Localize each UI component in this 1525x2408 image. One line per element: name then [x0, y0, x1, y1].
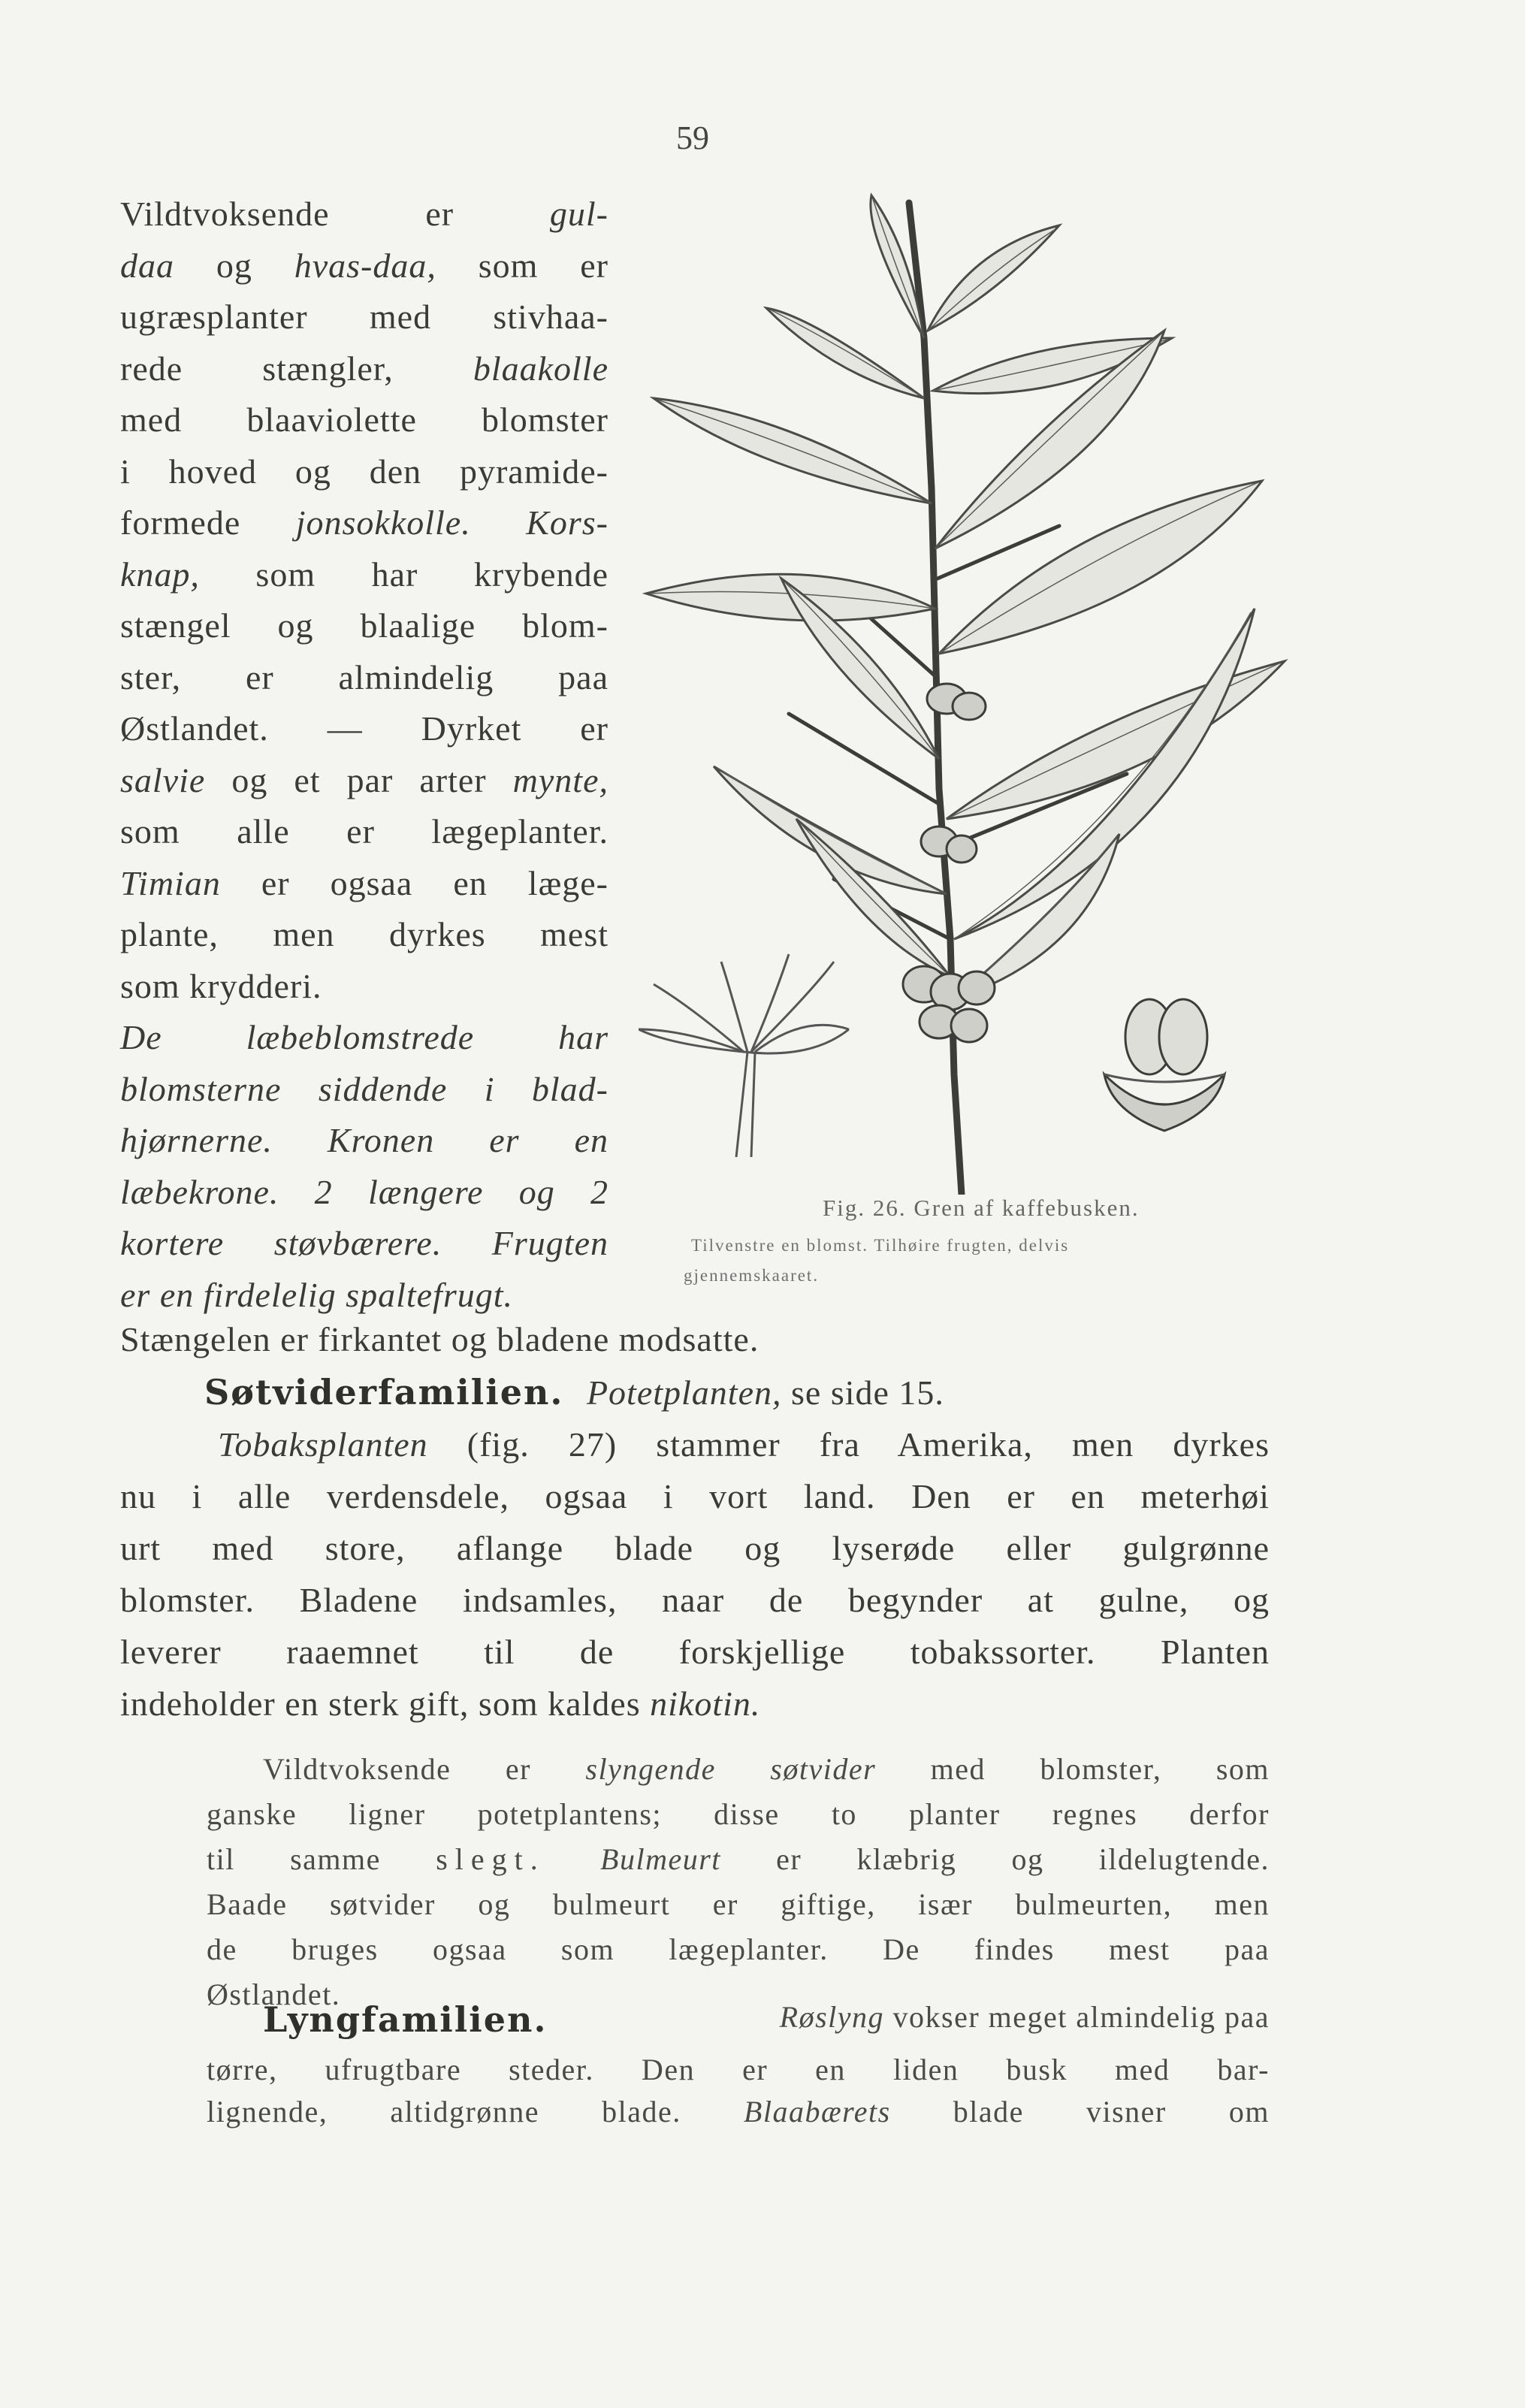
column-line: er en firdelelig spaltefrugt.: [120, 1276, 514, 1314]
section-heading-lyngfamilien: Lyngfamilien.: [263, 1999, 548, 2040]
column-line: ster, er almindelig paa: [120, 658, 608, 696]
column-line: ugræsplanter med stivhaa-: [120, 298, 608, 336]
section-heading-line: [204, 1372, 944, 1412]
potetplanten-term: Potetplanten,: [586, 1373, 782, 1412]
column-line: stængel og blaalige blom-: [120, 606, 608, 645]
column-line: daa og hvas-daa, som er: [120, 246, 608, 285]
column-line: som alle er lægeplanter.: [120, 812, 608, 851]
small-paragraph-line: Østlandet.: [207, 1977, 341, 2011]
paragraph-line: blomster. Bladene indsamles, naar de begynder at gulne, og: [120, 1581, 1270, 1619]
small-paragraph-line: de bruges ogsaa som lægeplanter. De findes mest paa: [207, 1932, 1270, 1966]
column-line: Vildtvoksende er gul-: [120, 195, 608, 233]
small-paragraph-line: Baade søtvider og bulmeurt er giftige, især bulmeurten, men: [207, 1887, 1270, 1921]
body-line-stengel: Stængelen er firkantet og bladene modsatte.: [120, 1320, 759, 1358]
fruit-detail: [1104, 999, 1225, 1131]
column-line: læbekrone. 2 længere og 2: [120, 1173, 608, 1211]
small-paragraph-line: tørre, ufrugtbare steder. Den er en liden busk med bar-: [207, 2053, 1270, 2086]
column-line: plante, men dyrkes mest: [120, 915, 608, 953]
column-line: kortere støvbærere. Frugten: [120, 1224, 608, 1262]
paragraph-line: urt med store, aflange blade og lyserøde eller gulgrønne: [120, 1529, 1270, 1567]
small-paragraph-line: til samme slegt. Bulmeurt er klæbrig og ildelugtende.: [207, 1842, 1270, 1876]
column-line: formede jonsokkolle. Kors-: [120, 503, 608, 542]
paragraph-line: Tobaksplanten (fig. 27) stammer fra Amerika, men dyrkes: [218, 1425, 1270, 1464]
section-heading-lyng-line: Lyngfamilien. Røslyng vokser meget almindelig paa: [263, 1999, 1270, 2040]
section-heading-sotvider: Søtviderfamilien.: [204, 1372, 564, 1412]
leaf-group: [646, 195, 1285, 999]
paragraph-line: nu i alle verdensdele, ogsaa i vort land. Den er en meterhøi: [120, 1477, 1270, 1515]
paragraph-line: leverer raaemnet til de forskjellige tobakssorter. Planten: [120, 1633, 1270, 1671]
small-paragraph-line: ganske ligner potetplantens; disse to planter regnes derfor: [207, 1797, 1270, 1831]
column-line: blomsterne siddende i blad-: [120, 1070, 608, 1108]
column-line: som krydderi.: [120, 967, 322, 1005]
figure-caption-title: Fig. 26. Gren af kaffebusken.: [823, 1195, 1140, 1221]
figure-caption-line1: Tilvenstre en blomst. Tilhøire frugten, delvis: [691, 1236, 1070, 1255]
page-number: 59: [676, 119, 709, 156]
column-line: med blaaviolette blomster: [120, 400, 608, 439]
column-line: i hoved og den pyramide-: [120, 452, 608, 491]
section-heading-rest: se side 15.: [781, 1373, 944, 1412]
small-paragraph-line: lignende, altidgrønne blade. Blaabærets blade visner om: [207, 2095, 1270, 2129]
flower-detail: [639, 954, 849, 1157]
column-line: De læbeblomstrede har: [120, 1018, 608, 1056]
small-paragraph-line: Vildtvoksende er slyngende søtvider med blomster, som: [263, 1752, 1270, 1786]
column-line: Østlandet. — Dyrket er: [120, 709, 608, 748]
column-line: rede stængler, blaakolle: [120, 349, 608, 388]
figure-caption-line2: gjennemskaaret.: [684, 1266, 820, 1285]
column-line: Timian er ogsaa en læge-: [120, 864, 608, 902]
column-line: salvie og et par arter mynte,: [120, 761, 608, 799]
coffee-branch-illustration: [639, 188, 1300, 1195]
column-line: knap, som har krybende: [120, 555, 608, 594]
column-line: hjørnerne. Kronen er en: [120, 1121, 608, 1159]
paragraph-line: indeholder en sterk gift, som kaldes nikotin.: [120, 1684, 761, 1723]
